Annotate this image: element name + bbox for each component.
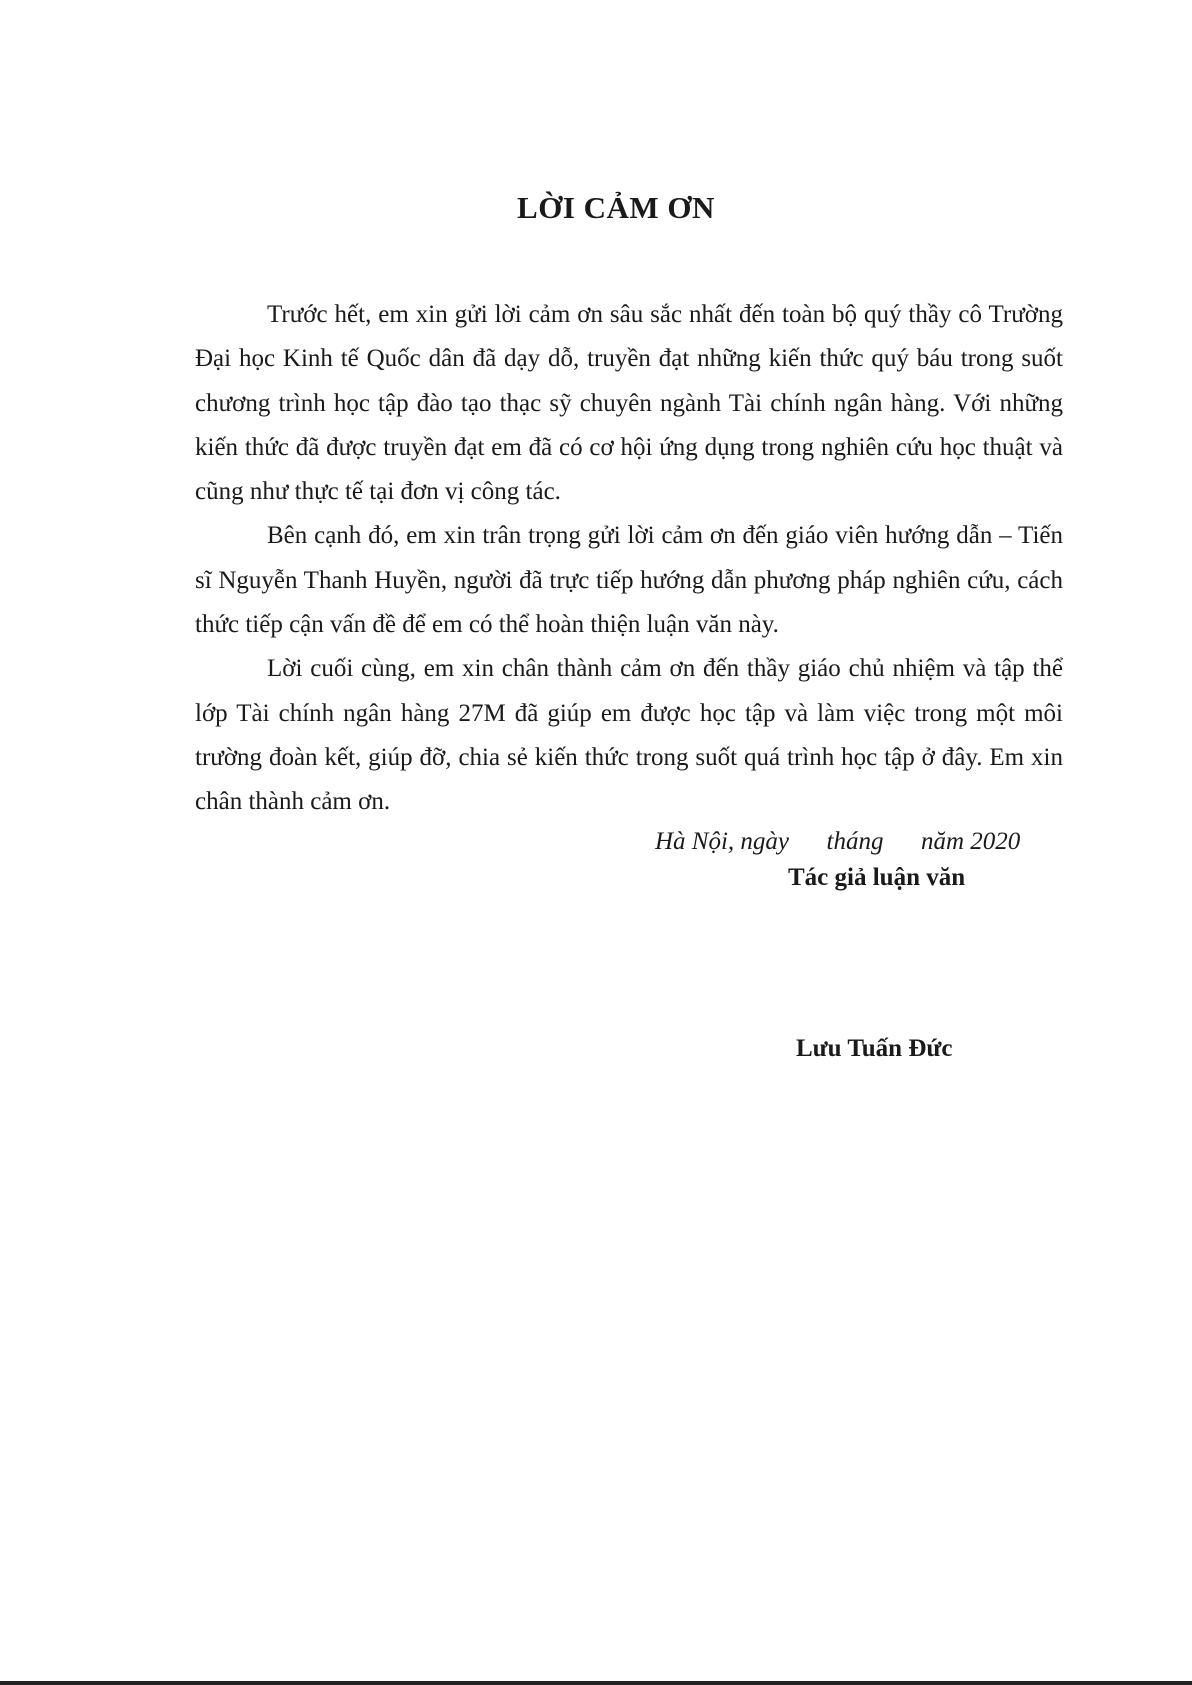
acknowledgement-body [195, 293, 1063, 825]
page-title: LỜI CẢM ƠN [517, 190, 715, 225]
paragraph-3: Lời cuối cùng, em xin chân thành cảm ơn đến thầy giáo chủ nhiệm và tập thể lớp Tài chính ngân hàng 27M đã giúp em được học tập và làm việc trong một môi trường đoàn kết, giúp đỡ, chia sẻ kiến thức trong suốt quá trình học tập ở đây. Em xin chân thành cảm ơn. [195, 655, 1063, 816]
paragraph-1: Trước hết, em xin gửi lời cảm ơn sâu sắc nhất đến toàn bộ quý thầy cô Trường Đại học Kinh tế Quốc dân đã dạy dỗ, truyền đạt những kiến thức quý báu trong suốt chương trình học tập đào tạo thạc sỹ chuyên ngành Tài chính ngân hàng. Với những kiến thức đã được truyền đạt em đã có cơ hội ứng dụng trong nghiên cứu học thuật và cũng như thực tế tại đơn vị công tác. [195, 301, 1063, 506]
author-name: Lưu Tuấn Đức [796, 1035, 953, 1062]
paragraph-2: Bên cạnh đó, em xin trân trọng gửi lời cảm ơn đến giáo viên hướng dẫn – Tiến sĩ Nguyễn Thanh Huyền, người đã trực tiếp hướng dẫn phương pháp nghiên cứu, cách thức tiếp cận vấn đề để em có thể hoàn thiện luận văn này. [195, 522, 1063, 639]
page-bottom-border [0, 1681, 1192, 1685]
place-date-line: Hà Nội, ngày tháng năm 2020 [655, 828, 1021, 855]
author-role: Tác giả luận văn [788, 864, 966, 891]
